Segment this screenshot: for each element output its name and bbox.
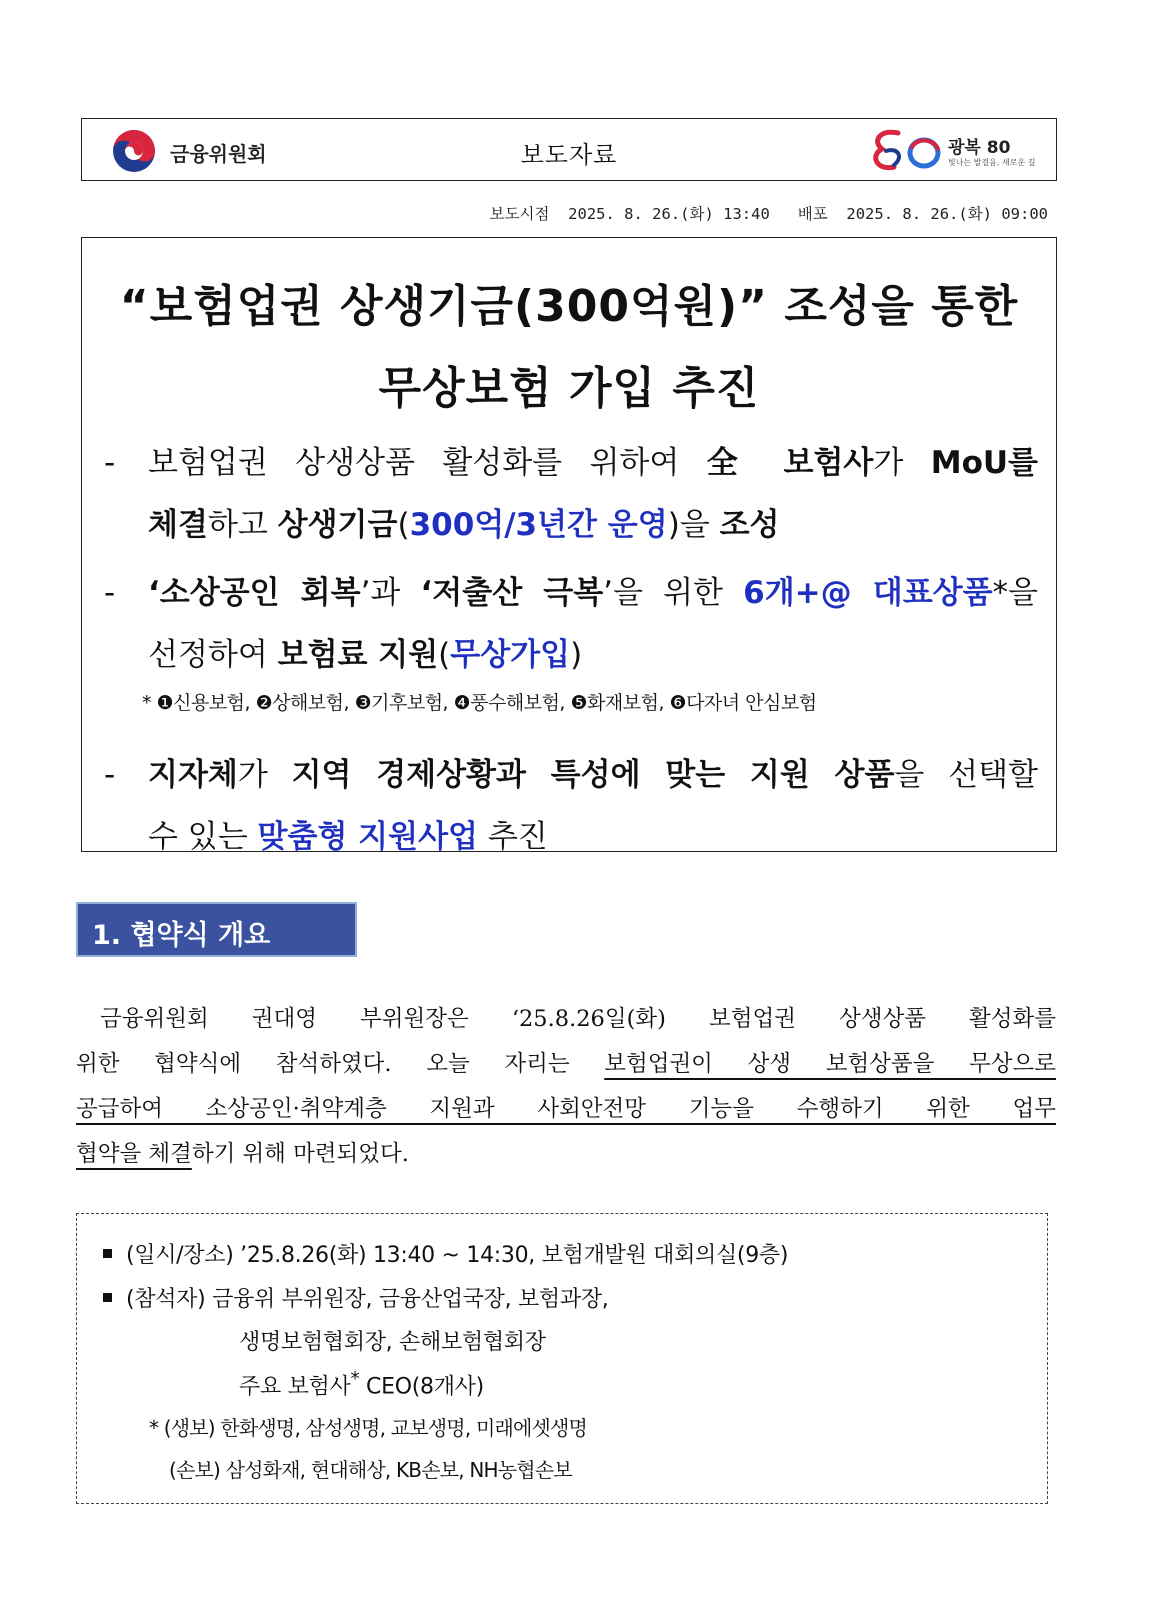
text-span-blue: 무상가입: [450, 637, 571, 673]
bullet-line: [104, 494, 1038, 556]
text-span-bold: MoU를: [930, 445, 1038, 481]
bullet-line: [104, 562, 1038, 624]
headline-line-1: “보험업권 상생기금(300억원)” 조성을 통한: [119, 281, 1019, 332]
text-span-underlined: 협약을 체결: [76, 1141, 192, 1167]
info-row-attendees: [103, 1282, 608, 1313]
text-span: (: [397, 507, 410, 543]
info-row-datetime: [103, 1238, 788, 1269]
text-span-bold: 보험료 지원: [277, 637, 439, 673]
text-span-bold: ‘저출산 극복: [420, 575, 604, 611]
text-span-blue: 6개+@ 대표상품: [743, 575, 993, 611]
bullet-line: [104, 624, 1038, 686]
text-span: 추진: [477, 819, 548, 855]
press-release-title: 보도자료: [520, 141, 618, 169]
summary-bullet-1: [104, 432, 1038, 556]
text-span: *을: [992, 575, 1038, 611]
text-span: ): [570, 637, 583, 673]
text-span-bold: ‘소상공인 회복: [148, 575, 361, 611]
text-span-bold: 조성: [719, 507, 780, 543]
text-span: 수 있는: [148, 819, 258, 855]
text-span-blue: 300억/3년간 운영: [409, 507, 668, 543]
text-span-bold: 지자체: [148, 757, 238, 793]
text-span: ’과: [360, 575, 421, 611]
paragraph-line: [76, 1132, 1056, 1177]
bullet-line: [104, 432, 1038, 494]
event-info-box: [76, 1213, 1048, 1504]
text-span: 하고: [207, 507, 278, 543]
text-span: CEO(8개사): [359, 1374, 484, 1400]
summary-bullet-2: [104, 562, 1038, 686]
info-row-attendees-cont: 생명보험협회장, 손해보험협회장: [239, 1330, 546, 1355]
liberation-slogan: 빛나는 발걸음, 새로운 길: [948, 158, 1036, 167]
text-span-blue: 맞춤형 지원사업: [257, 819, 478, 855]
section-heading: [76, 902, 357, 957]
body-paragraph: [76, 997, 1056, 1177]
text-span-bold: 全 보험사: [706, 445, 874, 481]
text-span-bold: 체결: [148, 507, 208, 543]
text-span: (: [438, 637, 451, 673]
text-span: 가: [237, 757, 292, 793]
square-bullet-icon: [103, 1293, 112, 1302]
bullet-dash: -: [104, 757, 116, 793]
text-span: 가: [873, 445, 931, 481]
section-title: 1. 협약식 개요: [92, 920, 271, 951]
text-span-bold: 상생기금: [277, 507, 398, 543]
org-name: 금융위원회: [170, 142, 267, 166]
bullet-dash: -: [104, 575, 116, 611]
headline-line-2: 무상보험 가입 추진: [378, 363, 760, 414]
bullet-dash: -: [104, 445, 116, 481]
text-span: 을 선택할: [894, 757, 1038, 793]
liberation-80-logo: [868, 127, 1038, 173]
release-time: 보도시점 2025. 8. 26.(화) 13:40 배포 2025. 8. 26.(화) 09:00: [489, 205, 1048, 223]
text-span: )을: [667, 507, 720, 543]
square-bullet-icon: [103, 1249, 112, 1258]
bullet-line: [104, 744, 1038, 806]
paragraph-line: 공급하여 소상공인·취약계층 지원과 사회안전망 기능을 수행하기 위한 업무: [76, 1096, 1056, 1122]
text-span-bold: 지역 경제상황과 특성에 맞는 지원 상품: [291, 757, 895, 793]
text-span: 하기 위해 마련되었다.: [191, 1141, 409, 1167]
product-list-note: * ❶신용보험, ❷상해보험, ❸기후보험, ❹풍수해보험, ❺화재보험, ❻다자녀 안심보험: [142, 692, 817, 714]
text-span: 선정하여: [148, 637, 278, 673]
headline-box: [81, 237, 1057, 855]
footnote-mark: *: [350, 1369, 360, 1390]
text-span: ’을 위한: [603, 575, 744, 611]
liberation-80-icon: [868, 127, 944, 173]
text-span: 위한 협약식에 참석하였다. 오늘 자리는: [76, 1051, 605, 1077]
liberation-name: 광복 80: [948, 138, 1011, 158]
info-row-attendees-ceo: [239, 1369, 484, 1400]
press-header: [81, 118, 1057, 181]
bullet-line: [104, 806, 1038, 868]
summary-bullet-3: [104, 744, 1038, 868]
insurer-note-life: * (생보) 한화생명, 삼성생명, 교보생명, 미래에셋생명: [149, 1416, 588, 1440]
text-span: (참석자) 금융위 부위원장, 금융산업국장, 보험과장,: [126, 1287, 609, 1312]
text-span: 보험업권 상생상품 활성화를 위하여: [148, 445, 707, 481]
text-span-underlined: 보험업권이 상생 보험상품을 무상으로: [604, 1051, 1056, 1077]
paragraph-line: 금융위원회 권대영 부위원장은 ‘25.8.26일(화) 보험업권 상생상품 활성화를: [100, 1006, 1056, 1032]
text-span: 주요 보험사: [239, 1374, 351, 1400]
insurer-note-nonlife: (손보) 삼성화재, 현대해상, KB손보, NH농협손보: [169, 1458, 572, 1482]
paragraph-line: [76, 1042, 1056, 1087]
text-span: (일시/장소) ’25.8.26(화) 13:40 ~ 14:30, 보험개발원 대회의실(9층): [126, 1243, 789, 1268]
